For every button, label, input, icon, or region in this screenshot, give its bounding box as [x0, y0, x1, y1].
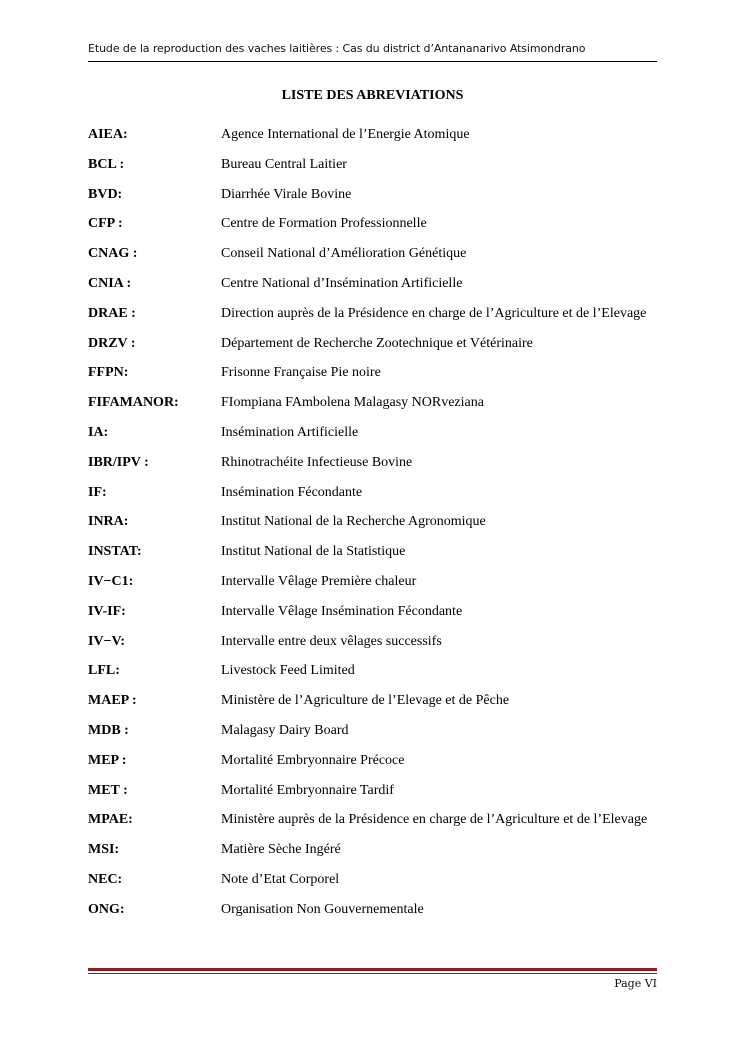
abbreviation-definition: Direction auprès de la Présidence en charge de l’Agriculture et de l’Elevage	[221, 305, 647, 321]
abbreviation-term: MSI:	[88, 842, 120, 858]
abbreviation-term: INRA:	[88, 514, 129, 530]
footer-rule-thick	[88, 968, 657, 971]
abbreviation-definition: Centre National d’Insémination Artificielle	[221, 275, 463, 291]
abbreviation-definition: Institut National de la Statistique	[221, 544, 406, 560]
abbreviation-definition: Ministère auprès de la Présidence en charge de l’Agriculture et de l’Elevage	[221, 812, 648, 828]
abbreviation-term: CFP :	[88, 216, 123, 232]
list-item	[88, 543, 657, 573]
list-item	[88, 752, 657, 782]
abbreviation-definition: Agence International de l’Energie Atomique	[221, 127, 470, 142]
abbreviation-term: IV−C1:	[88, 573, 134, 589]
abbreviation-definition: Insémination Fécondante	[221, 484, 363, 500]
list-item	[88, 186, 657, 216]
abbreviation-term: MET :	[88, 782, 128, 798]
abbreviation-definition: Mortalité Embryonnaire Précoce	[221, 752, 405, 768]
abbreviation-term: IBR/IPV :	[88, 454, 149, 470]
abbreviation-term: MAEP :	[88, 693, 137, 709]
abbreviation-definition: Département de Recherche Zootechnique et Vétérinaire	[221, 335, 533, 351]
abbreviation-term: LFL:	[88, 663, 120, 679]
abbreviation-term: FIFAMANOR:	[88, 395, 179, 411]
list-item	[88, 424, 657, 454]
list-item	[88, 394, 657, 424]
list-item	[88, 633, 657, 663]
abbreviation-term: IF:	[88, 484, 107, 500]
abbreviation-definition: FIompiana FAmbolena Malagasy NORveziana	[221, 395, 484, 411]
abbreviation-term: ONG:	[88, 901, 125, 917]
abbreviation-term: IV−V:	[88, 633, 126, 649]
abbreviation-definition: Intervalle entre deux vêlages successifs	[221, 633, 442, 649]
abbreviation-definition: Centre de Formation Professionnelle	[221, 216, 427, 232]
list-item	[88, 305, 657, 335]
page-number: Page VI	[614, 977, 657, 990]
list-item	[88, 335, 657, 365]
abbreviation-term: NEC:	[88, 871, 123, 887]
page-title: LISTE DES ABREVIATIONS	[281, 88, 464, 103]
abbreviation-definition: Rhinotrachéite Infectieuse Bovine	[221, 454, 413, 470]
abbreviation-term: BCL :	[88, 156, 125, 172]
list-item	[88, 811, 657, 841]
abbreviation-term: INSTAT:	[88, 544, 142, 560]
list-item	[88, 871, 657, 901]
abbreviation-list	[88, 126, 657, 931]
abbreviation-term: BVD:	[88, 186, 123, 202]
abbreviation-definition: Matière Sèche Ingéré	[221, 842, 341, 858]
abbreviation-term: MDB :	[88, 722, 129, 738]
list-item	[88, 126, 657, 156]
list-item	[88, 484, 657, 514]
abbreviation-definition: Livestock Feed Limited	[221, 663, 355, 679]
running-header: Etude de la reproduction des vaches laitières : Cas du district d’Antananarivo Atsimondrano	[88, 42, 586, 55]
footer-rule-thin	[88, 973, 657, 974]
abbreviation-definition: Intervalle Vêlage Première chaleur	[221, 573, 417, 589]
abbreviation-term: IA:	[88, 424, 109, 440]
list-item	[88, 692, 657, 722]
abbreviation-term: FFPN:	[88, 365, 129, 381]
abbreviation-definition: Conseil National d’Amélioration Génétique	[221, 246, 467, 262]
abbreviation-term: MEP :	[88, 752, 127, 768]
list-item	[88, 841, 657, 871]
abbreviation-term: CNIA :	[88, 275, 132, 291]
list-item	[88, 454, 657, 484]
abbreviation-term: DRAE :	[88, 305, 136, 321]
abbreviation-definition: Note d’Etat Corporel	[221, 871, 340, 887]
list-item	[88, 156, 657, 186]
header-rule	[88, 61, 657, 62]
list-item	[88, 364, 657, 394]
abbreviation-term: DRZV :	[88, 335, 136, 351]
list-item	[88, 573, 657, 603]
abbreviation-term: AIEA:	[88, 127, 128, 142]
list-item	[88, 513, 657, 543]
list-item	[88, 603, 657, 633]
abbreviation-term: MPAE:	[88, 812, 133, 828]
abbreviation-definition: Diarrhée Virale Bovine	[221, 186, 352, 202]
abbreviation-definition: Organisation Non Gouvernementale	[221, 901, 424, 917]
list-item	[88, 662, 657, 692]
list-item	[88, 782, 657, 812]
abbreviation-definition: Ministère de l’Agriculture de l’Elevage et de Pêche	[221, 693, 510, 709]
abbreviation-definition: Bureau Central Laitier	[221, 156, 347, 172]
abbreviation-definition: Malagasy Dairy Board	[221, 722, 349, 738]
abbreviation-term: CNAG :	[88, 246, 138, 262]
list-item	[88, 245, 657, 275]
abbreviation-term: IV-IF:	[88, 603, 126, 619]
abbreviation-definition: Mortalité Embryonnaire Tardif	[221, 782, 394, 798]
abbreviation-definition: Insémination Artificielle	[221, 424, 359, 440]
abbreviation-definition: Frisonne Française Pie noire	[221, 365, 381, 381]
list-item	[88, 215, 657, 245]
abbreviation-definition: Institut National de la Recherche Agronomique	[221, 514, 486, 530]
list-item	[88, 722, 657, 752]
abbreviation-definition: Intervalle Vêlage Insémination Fécondante	[221, 603, 463, 619]
list-item	[88, 901, 657, 931]
list-item	[88, 275, 657, 305]
